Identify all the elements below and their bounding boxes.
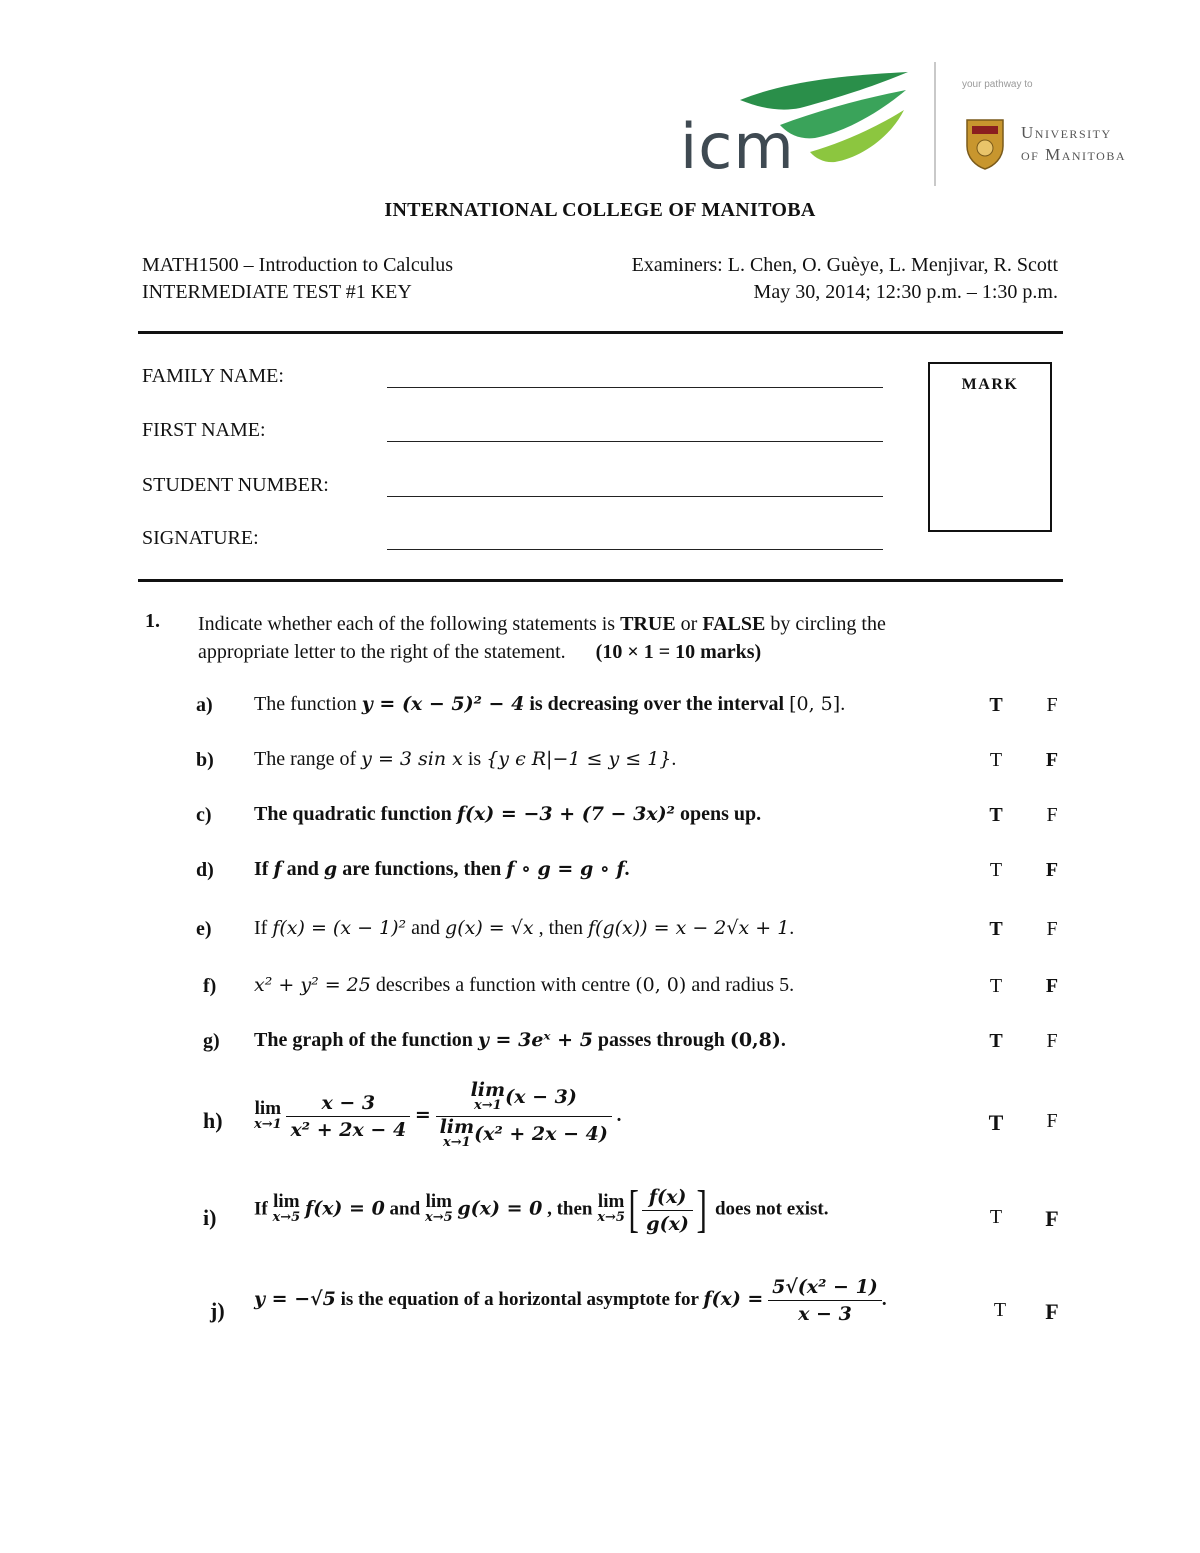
- item-e-letter: e): [196, 918, 212, 940]
- g-pt: (0,8): [729, 1029, 781, 1051]
- h-den2: (x² + 2x − 4): [474, 1123, 608, 1145]
- f-centre: (0, 0): [635, 974, 687, 996]
- item-a-letter: a): [196, 694, 213, 716]
- d-math: f ∘ g = g ∘ f: [506, 858, 625, 880]
- uofm-wordmark: [1021, 122, 1126, 166]
- item-b-letter: b): [196, 749, 214, 771]
- a-interval: [0, 5]: [789, 693, 841, 715]
- b-p3: .: [671, 748, 677, 770]
- item-c-false[interactable]: F: [1046, 804, 1058, 826]
- item-d-false[interactable]: F: [1045, 859, 1059, 881]
- pathway-text: your pathway to: [962, 79, 1033, 90]
- item-h-letter: h): [203, 1108, 223, 1133]
- f-p2: and radius 5.: [686, 974, 795, 996]
- item-a-true[interactable]: T: [989, 694, 1003, 716]
- i-p3: does not exist.: [710, 1198, 829, 1220]
- h-lim2-sub: x→1: [474, 1098, 502, 1113]
- g-p3: .: [780, 1029, 786, 1051]
- i-lim1-word: lim: [273, 1191, 300, 1212]
- item-c-letter: c): [196, 804, 212, 826]
- item-j-statement: [254, 1276, 887, 1325]
- i-m2: g(x) = 0: [457, 1197, 543, 1220]
- h-lim3-sub: x→1: [443, 1135, 471, 1150]
- exam-date: May 30, 2014; 12:30 p.m. – 1:30 p.m.: [753, 281, 1058, 303]
- d-g: g: [323, 858, 338, 880]
- item-j-true[interactable]: T: [993, 1299, 1007, 1321]
- i-and: and: [384, 1198, 425, 1220]
- item-i-true[interactable]: T: [989, 1206, 1003, 1228]
- h-lim1-sub: x→1: [254, 1116, 282, 1132]
- uofm-crest-icon: [964, 116, 1006, 170]
- d-p3: .: [624, 858, 630, 880]
- item-e-true[interactable]: T: [989, 918, 1003, 940]
- top-rule: [138, 331, 1063, 334]
- item-j-letter: j): [210, 1298, 225, 1323]
- exam-info: [632, 252, 1058, 306]
- a-p3: .: [840, 693, 846, 715]
- instr-c: appropriate letter to the right of the statement.: [198, 641, 566, 663]
- i-lim3-word: lim: [597, 1191, 625, 1212]
- h-num1: x − 3: [286, 1092, 410, 1117]
- item-b-statement: [254, 748, 676, 771]
- i-lim2-word: lim: [425, 1191, 452, 1212]
- item-d-true[interactable]: T: [989, 859, 1003, 881]
- h-num2-wrap: [436, 1079, 612, 1117]
- college-title: INTERNATIONAL COLLEGE OF MANITOBA: [384, 199, 816, 221]
- item-f-false[interactable]: F: [1045, 975, 1059, 997]
- i-lim3-sub: x→5: [597, 1210, 625, 1225]
- item-d-letter: d): [196, 859, 214, 881]
- item-c-statement: [254, 803, 761, 826]
- item-i-letter: i): [203, 1205, 217, 1230]
- h-lim2-word: lim: [470, 1079, 506, 1101]
- instr-a: Indicate whether each of the following statements is: [198, 613, 621, 635]
- i-lim1-sub: x→5: [272, 1210, 301, 1225]
- i-lbracket: [: [628, 1181, 639, 1238]
- item-a-false[interactable]: F: [1046, 694, 1058, 716]
- i-lim2-sub: x→5: [424, 1210, 453, 1225]
- first-name-label: FIRST NAME:: [142, 419, 266, 441]
- i-den: g(x): [646, 1212, 689, 1235]
- instr-false: FALSE: [702, 613, 766, 635]
- i-lim1: [272, 1191, 301, 1226]
- item-f-statement: [254, 974, 794, 997]
- b-p1: The range of: [254, 748, 362, 770]
- g-p1: The graph of the function: [254, 1029, 478, 1051]
- d-p1: If: [254, 858, 274, 880]
- h-frac1: [286, 1092, 410, 1141]
- h-den2-wrap: [436, 1117, 612, 1151]
- h-lim3-word: lim: [439, 1116, 475, 1138]
- bottom-rule: [138, 579, 1063, 582]
- test-name: INTERMEDIATE TEST #1 KEY: [142, 281, 412, 303]
- family-name-field[interactable]: [387, 387, 883, 388]
- a-p2: is decreasing over the interval: [524, 693, 790, 715]
- a-p1: The function: [254, 693, 362, 715]
- c-math: f(x) = −3 + (7 − 3x)²: [456, 803, 675, 825]
- b-math: y = 3 sin x: [361, 748, 463, 770]
- instr-marks: (10 × 1 = 10 marks): [595, 641, 762, 663]
- item-g-true[interactable]: T: [989, 1030, 1003, 1052]
- c-p2: opens up.: [674, 803, 762, 825]
- student-number-label: STUDENT NUMBER:: [142, 474, 329, 496]
- f-math: x² + y² = 25: [254, 974, 371, 996]
- item-f-true[interactable]: T: [989, 975, 1003, 997]
- j-m2: f(x) =: [703, 1287, 764, 1310]
- mark-label: MARK: [961, 376, 1019, 393]
- j-frac: [768, 1276, 882, 1325]
- item-b-true[interactable]: T: [989, 749, 1003, 771]
- c-p1: The quadratic function: [254, 803, 457, 825]
- i-frac: [642, 1186, 693, 1235]
- item-h-statement: [254, 1079, 622, 1151]
- uofm-line1: University: [1021, 123, 1112, 142]
- item-g-letter: g): [203, 1030, 220, 1052]
- student-number-field[interactable]: [387, 496, 883, 497]
- icm-logo-text: icm: [680, 110, 795, 183]
- i-m1: f(x) = 0: [304, 1197, 385, 1220]
- course-name: MATH1500 – Introduction to Calculus: [142, 254, 454, 276]
- j-dot: .: [881, 1288, 887, 1310]
- first-name-field[interactable]: [387, 441, 883, 442]
- e-m1: f(x) = (x − 1)²: [272, 917, 407, 939]
- item-c-true[interactable]: T: [989, 804, 1003, 826]
- a-math: y = (x − 5)² − 4: [361, 693, 525, 715]
- item-g-statement: [254, 1029, 786, 1052]
- h-frac2: [436, 1079, 612, 1151]
- icm-logo: [680, 70, 910, 183]
- j-m1: y = −√5: [254, 1287, 336, 1310]
- logo-divider: [934, 62, 936, 186]
- signature-label: SIGNATURE:: [142, 527, 259, 549]
- item-i-statement: [254, 1181, 829, 1238]
- h-den1: x² + 2x − 4: [290, 1119, 407, 1141]
- course-info: [142, 252, 453, 306]
- family-name-label: FAMILY NAME:: [142, 365, 284, 387]
- d-f: f: [273, 858, 282, 880]
- signature-field[interactable]: [387, 549, 883, 550]
- e-and: and: [406, 917, 446, 939]
- question-instructions: [198, 610, 1058, 666]
- item-j-false[interactable]: F: [1045, 1299, 1059, 1324]
- item-b-false[interactable]: F: [1045, 749, 1059, 771]
- uofm-line2: of Manitoba: [1021, 145, 1126, 164]
- question-number: 1.: [145, 610, 160, 632]
- item-i-false[interactable]: F: [1045, 1206, 1059, 1231]
- j-den: x − 3: [798, 1303, 852, 1325]
- e-m2: g(x) = √x: [445, 917, 534, 939]
- item-h-false[interactable]: F: [1046, 1110, 1058, 1132]
- j-p1: is the equation of a horizontal asymptote for: [335, 1288, 704, 1310]
- item-g-false[interactable]: F: [1046, 1030, 1058, 1052]
- b-p2: is: [462, 748, 487, 770]
- item-d-statement: [254, 858, 630, 881]
- i-lim2: [424, 1191, 453, 1226]
- h-eq: =: [414, 1103, 431, 1126]
- item-a-statement: [254, 693, 845, 716]
- d-and: and: [281, 858, 324, 880]
- h-lim2: [470, 1079, 506, 1114]
- h-num2: (x − 3): [505, 1086, 577, 1108]
- mark-box: [928, 362, 1052, 532]
- g-p2: passes through: [592, 1029, 730, 1051]
- i-p2: , then: [542, 1198, 598, 1220]
- b-set: {y ϵ R|−1 ≤ y ≤ 1}: [486, 748, 672, 770]
- d-p2: are functions, then: [337, 858, 507, 880]
- instr-b: by circling the: [765, 613, 886, 635]
- item-e-statement: [254, 917, 794, 940]
- j-num: 5√(x² − 1): [768, 1276, 882, 1301]
- i-num: f(x): [642, 1186, 693, 1211]
- examiners: Examiners: L. Chen, O. Guèye, L. Menjivar, R. Scott: [631, 254, 1058, 276]
- h-lim3: [439, 1116, 475, 1151]
- item-h-true[interactable]: T: [988, 1110, 1004, 1135]
- h-lim1-word: lim: [254, 1097, 282, 1119]
- f-p1: describes a function with centre: [370, 974, 636, 996]
- e-p3: .: [789, 917, 795, 939]
- g-math: y = 3eˣ + 5: [477, 1029, 593, 1051]
- item-e-false[interactable]: F: [1046, 918, 1058, 940]
- e-p2: , then: [533, 917, 589, 939]
- instr-true: TRUE: [620, 613, 676, 635]
- instr-or: or: [675, 613, 703, 635]
- item-f-letter: f): [203, 975, 217, 997]
- i-lim3: [597, 1191, 625, 1226]
- h-dot: .: [616, 1104, 622, 1126]
- i-p1: If: [254, 1198, 273, 1220]
- e-m3: f(g(x)) = x − 2√x + 1: [588, 917, 790, 939]
- i-rbracket: ]: [696, 1181, 707, 1238]
- h-lim1: [254, 1097, 282, 1133]
- e-p1: If: [254, 917, 273, 939]
